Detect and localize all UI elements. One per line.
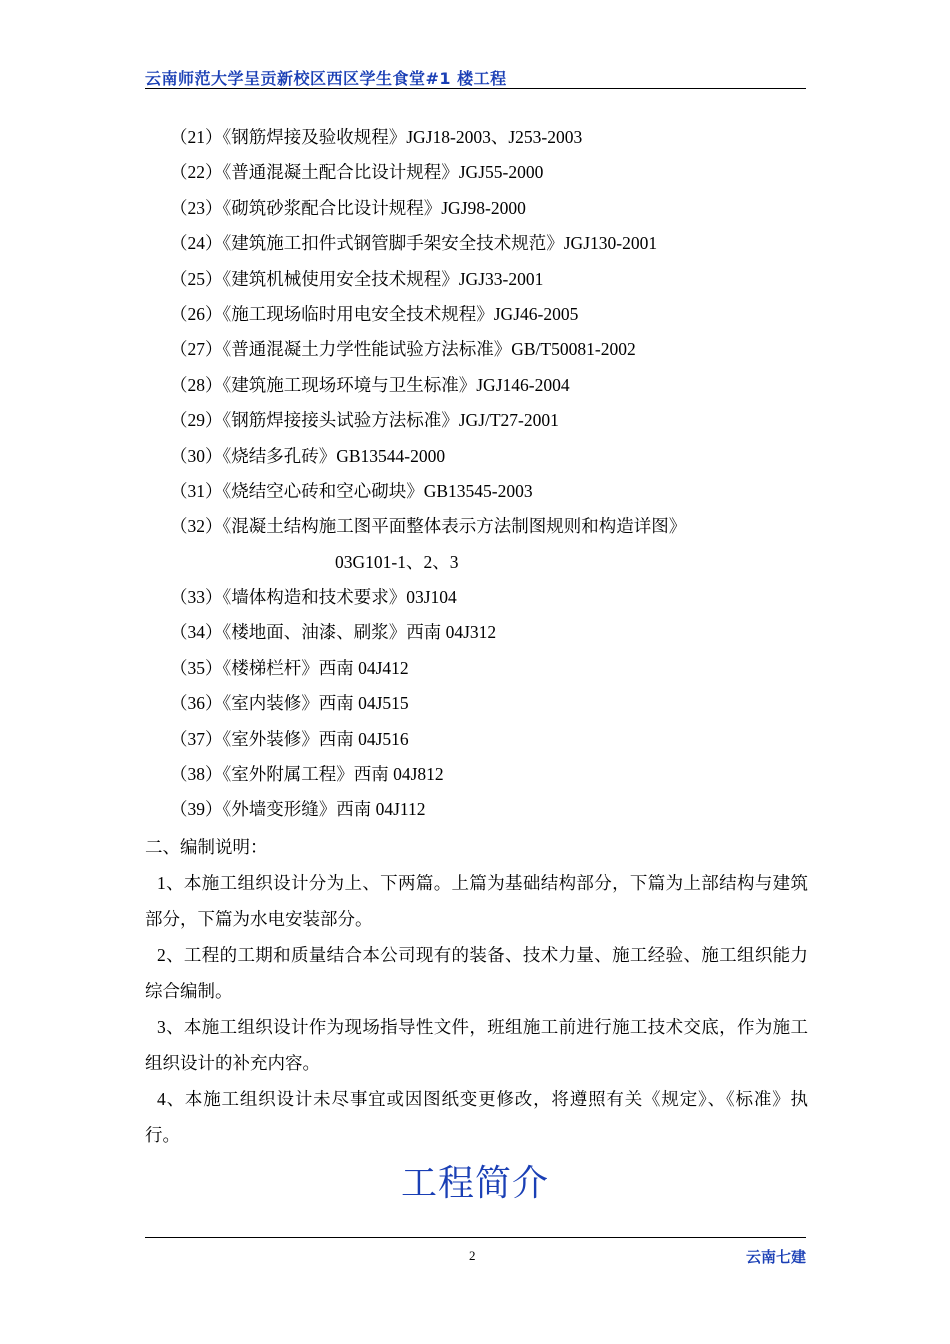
footer-divider bbox=[145, 1237, 806, 1238]
paragraph: 1、本施工组织设计分为上、下两篇。上篇为基础结构部分，下篇为上部结构与建筑部分，下篇为水电安装部分。 bbox=[145, 873, 808, 929]
list-item: （21）《钢筋焊接及验收规程》JGJ18-2003、J253-2003 bbox=[170, 127, 583, 147]
list-item: （32）《混凝土结构施工图平面整体表示方法制图规则和构造详图》 bbox=[170, 516, 687, 537]
paragraph: 3、本施工组织设计作为现场指导性文件，班组施工前进行施工技术交底，作为施工组织设计的补充内容。 bbox=[145, 1017, 808, 1073]
header-title: 云南师范大学呈贡新校区西区学生食堂#1 楼工程 bbox=[145, 69, 507, 88]
list-item: （34）《楼地面、油漆、刷浆》西南 04J312 bbox=[170, 622, 497, 643]
list-item: （36）《室内装修》西南 04J515 bbox=[170, 693, 409, 714]
paragraph: 2、工程的工期和质量结合本公司现有的装备、技术力量、施工经验、施工组织能力综合编制。 bbox=[145, 945, 808, 1001]
list-item-continuation: 03G101-1、2、3 bbox=[335, 551, 459, 572]
list-item: （31）《烧结空心砖和空心砌块》GB13545-2003 bbox=[170, 480, 533, 501]
footer-company: 云南七建 bbox=[745, 1248, 806, 1266]
list-item: （26）《施工现场临时用电安全技术规程》JGJ46-2005 bbox=[170, 303, 579, 324]
list-item: （29）《钢筋焊接接头试验方法标准》JGJ/T27-2001 bbox=[170, 410, 559, 431]
list-item: （24）《建筑施工扣件式钢管脚手架安全技术规范》JGJ130-2001 bbox=[170, 233, 658, 254]
list-item: （33）《墙体构造和技术要求》03J104 bbox=[170, 587, 457, 608]
list-item: （28）《建筑施工现场环境与卫生标准》JGJ146-2004 bbox=[170, 374, 570, 395]
section-heading: 工程简介 bbox=[400, 1163, 549, 1204]
list-item: （23）《砌筑砂浆配合比设计规程》JGJ98-2000 bbox=[170, 197, 526, 218]
list-item: （27）《普通混凝土力学性能试验方法标准》GB/T50081-2002 bbox=[170, 339, 636, 360]
list-item: （22）《普通混凝土配合比设计规程》JGJ55-2000 bbox=[170, 162, 544, 183]
page-number: 2 bbox=[469, 1248, 476, 1263]
paragraph: 4、本施工组织设计未尽事宜或因图纸变更修改，将遵照有关《规定》、《标准》执行。 bbox=[145, 1089, 808, 1145]
list-item: （39）《外墙变形缝》西南 04J112 bbox=[170, 799, 426, 820]
standards-list bbox=[170, 120, 810, 828]
list-item: （38）《室外附属工程》西南 04J812 bbox=[170, 764, 444, 785]
list-item: （30）《烧结多孔砖》GB13544-2000 bbox=[170, 445, 446, 466]
explanation-paragraphs bbox=[145, 865, 808, 1153]
list-item: （37）《室外装修》西南 04J516 bbox=[170, 728, 409, 749]
header-divider bbox=[145, 88, 806, 89]
list-item: （35）《楼梯栏杆》西南 04J412 bbox=[170, 657, 409, 678]
section-title: 二、编制说明： bbox=[145, 837, 268, 857]
list-item: （25）《建筑机械使用安全技术规程》JGJ33-2001 bbox=[170, 268, 544, 289]
